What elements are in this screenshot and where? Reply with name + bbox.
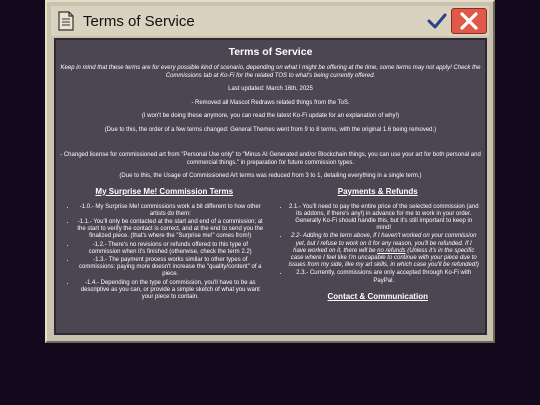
list-item — [289, 233, 480, 269]
contact-heading: Contact & Communication — [327, 291, 428, 301]
title-bar[interactable] — [51, 6, 489, 36]
term-2-2-tail: (Unless it's in the specific case where I feel like I'm uncapable to continue with your piece due to issues from my side, like my art skills, in which case you'll be refunded!) — [288, 247, 479, 269]
list-item: • -1.1.- You'll only be contacted at the start and end of a commission; at the start to verify the contact is correct, and at the end to send you the finalized piece. (that's where the "Surprise me!" comes from!) — [76, 219, 265, 241]
content-heading: Terms of Service — [228, 46, 313, 58]
update-note-2-usage: (Due to this, the Usage of Commissioned Art terms was reduced from 3 to 1, detailing everything in a single term.) — [119, 173, 422, 179]
update-note-1-order: (Due to this, the order of a few terms changed: General Themes went from 9 to 8 terms, with the original 1.6 being removed.) — [104, 126, 437, 133]
surprise-me-heading: My Surprise Me! Commission Terms — [95, 186, 234, 196]
list-item: • 2.3.- Currently, commissions are only accepted through Ko-Fi with PayPal. — [289, 270, 480, 284]
update-note-2: - Changed license for commissioned art from "Personal Use only" to "Minus AI Generated and/or Blockchain things, you can use your art for both personal and commercial things." in preparation for future commission types. — [60, 152, 481, 166]
list-item: • -1.3.- The payment process works similar to other types of commissions: paying more doesn't increase the "quality/content" of a piece. — [76, 257, 265, 279]
payments-heading: Payments & Refunds — [337, 186, 418, 196]
document-icon — [57, 11, 75, 31]
checkmark-icon[interactable] — [427, 12, 447, 30]
close-button[interactable] — [451, 8, 487, 34]
list-item: • 2.1.- You'll need to pay the entire price of the selected commission (and its addons, if there's any!) in advance for me to work in your order. Generally Ko-Fi should handle this, but it's still important to keep in mind! — [289, 204, 480, 233]
surprise-me-section — [56, 187, 271, 303]
window-title: Terms of Service — [83, 12, 195, 30]
update-note-1-explanation: (I won't be doing these anymore, you can read the latest Ko-Fi update for an explanation of why!) — [141, 113, 400, 119]
last-updated: Last updated: March 16th, 2025 — [228, 86, 313, 92]
update-note-1: - Removed all Mascot Redraws related things from the ToS. — [191, 99, 350, 106]
term-2-2-text: 2.2- Adding to the term above, if I haven't worked on your commission yet, but I refuse to work on it for any reason, you'll be refunded. If I have worked on it, there will be — [291, 233, 477, 254]
list-item: • -1.0.- My Surprise Me! commissions work a bit different to how other artists do them: — [76, 204, 265, 218]
list-item: • -1.4.- Depending on the type of commission, you'll have to be as descriptive as you can, or provide a simple sketch of what you want your piece to contain. — [76, 280, 265, 302]
close-icon — [458, 12, 480, 30]
list-item: • -1.2.- There's no revisions or refunds offered to this type of commission when it's finished (otherwise, check the term 2.2) — [76, 242, 265, 256]
no-refunds-text: no refunds — [377, 247, 406, 254]
tos-window — [45, 0, 495, 343]
intro-text: Keep in mind that these terms are for every possible kind of scenario, depending on what I might be offering at the time, some terms may not apply! Check the Commissions tab at Ko-Fi for the related TOS to what's being currently offered. — [60, 65, 481, 79]
tos-content[interactable] — [54, 38, 487, 335]
payments-section — [271, 187, 486, 303]
